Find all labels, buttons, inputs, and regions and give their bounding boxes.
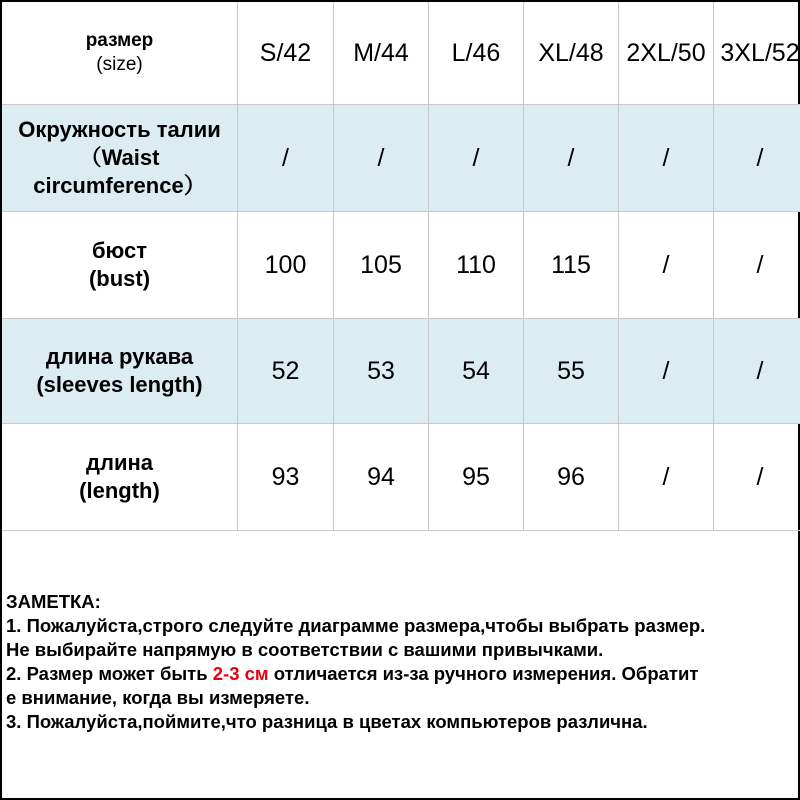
size-header-label <box>2 2 238 105</box>
size-sublabel: (size) <box>96 54 143 75</box>
size-column-header: S/42 <box>238 2 334 105</box>
sleeve-value: 53 <box>334 319 429 424</box>
bust-label-ru: бюст <box>91 238 148 263</box>
notes-section <box>6 590 798 734</box>
length-value: / <box>714 424 800 531</box>
waist-row-label <box>2 105 238 212</box>
bust-value: 105 <box>334 212 429 319</box>
waist-label-en-2: circumference） <box>33 173 206 198</box>
note-line-3-start: 2. Размер может быть <box>6 663 213 684</box>
length-row-label <box>2 424 238 531</box>
waist-value: / <box>238 105 334 212</box>
length-label-ru: длина <box>86 450 153 475</box>
bust-value: 115 <box>524 212 619 319</box>
note-line-5: 3. Пожалуйста,поймите,что разница в цветах компьютеров различна. <box>6 711 648 732</box>
length-value: 94 <box>334 424 429 531</box>
note-line-3 <box>6 662 798 686</box>
sleeve-value: / <box>714 319 800 424</box>
size-table <box>2 2 798 531</box>
sleeve-value: 52 <box>238 319 334 424</box>
length-label-en: (length) <box>79 478 160 503</box>
note-line-3-end: отличается из-за ручного измерения. Обратит <box>268 663 699 684</box>
length-value: 96 <box>524 424 619 531</box>
bust-row-label <box>2 212 238 319</box>
waist-label-en-1: （Waist <box>79 145 160 170</box>
notes-title: ЗАМЕТКА: <box>6 591 101 612</box>
bust-value: 100 <box>238 212 334 319</box>
size-column-header: 3XL/52 <box>714 2 800 105</box>
sleeve-value: 55 <box>524 319 619 424</box>
bust-value: / <box>714 212 800 319</box>
size-column-header: XL/48 <box>524 2 619 105</box>
note-line-4: е внимание, когда вы измеряете. <box>6 687 310 708</box>
waist-value: / <box>334 105 429 212</box>
length-value: 95 <box>429 424 524 531</box>
waist-value: / <box>429 105 524 212</box>
bust-value: / <box>619 212 714 319</box>
waist-value: / <box>619 105 714 212</box>
size-label: размер <box>85 30 154 51</box>
waist-value: / <box>524 105 619 212</box>
bust-value: 110 <box>429 212 524 319</box>
sleeve-value: / <box>619 319 714 424</box>
waist-value: / <box>714 105 800 212</box>
waist-label-ru: Окружность талии <box>18 117 221 142</box>
sleeve-label-ru: длина рукава <box>45 344 194 369</box>
sleeve-row-label <box>2 319 238 424</box>
length-value: / <box>619 424 714 531</box>
note-highlight: 2-3 см <box>212 663 269 684</box>
size-column-header: 2XL/50 <box>619 2 714 105</box>
note-line-1: 1. Пожалуйста,строго следуйте диаграмме размера,чтобы выбрать размер. <box>6 615 706 636</box>
note-line-2: Не выбирайте напрямую в соответствии с вашими привычками. <box>6 639 604 660</box>
bust-label-en: (bust) <box>88 266 151 291</box>
length-value: 93 <box>238 424 334 531</box>
size-column-header: L/46 <box>429 2 524 105</box>
size-column-header: M/44 <box>334 2 429 105</box>
sleeve-value: 54 <box>429 319 524 424</box>
sleeve-label-en: (sleeves length) <box>36 372 203 397</box>
